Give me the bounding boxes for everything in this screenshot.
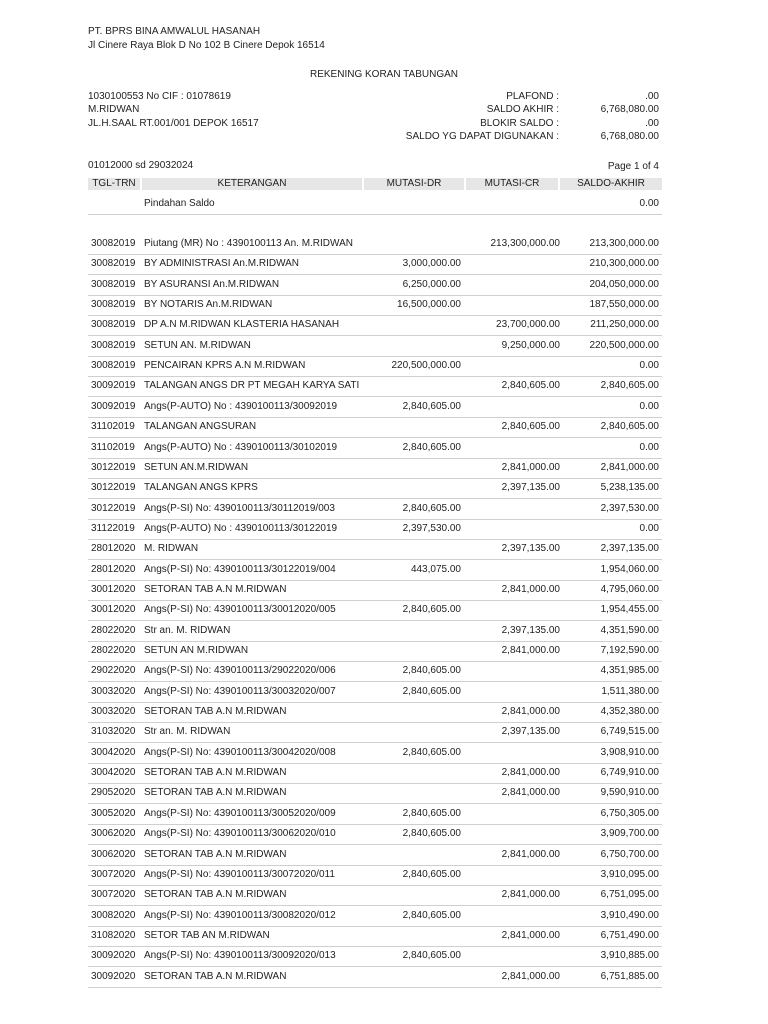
opening-balance-value: 0.00 [639, 198, 659, 209]
cell-debit: 2,397,530.00 [402, 522, 461, 534]
summary-value-plafond: .00 [645, 91, 659, 102]
cell-balance: 2,841,000.00 [600, 461, 659, 473]
cell-credit: 2,397,135.00 [501, 624, 560, 636]
cell-credit: 2,841,000.00 [501, 461, 560, 473]
cell-credit: 2,397,135.00 [501, 543, 560, 555]
table-row [88, 702, 662, 723]
table-row [88, 967, 662, 988]
cell-date: 30092020 [91, 970, 136, 982]
cell-description: Angs(P-SI) No: 4390100113/30072020/011 [144, 868, 335, 880]
cell-debit: 2,840,605.00 [402, 441, 461, 453]
cell-date: 31082020 [91, 929, 136, 941]
cell-description: SETORAN TAB A.N M.RIDWAN [144, 970, 287, 982]
cell-date: 28022020 [91, 645, 136, 656]
cell-description: Angs(P-SI) No: 4390100113/29022020/006 [144, 665, 336, 677]
table-row [88, 682, 662, 703]
cell-date: 30082019 [91, 238, 136, 249]
column-header-mutasi-cr: MUTASI-CR [466, 178, 558, 190]
opening-balance-label: Pindahan Saldo [144, 198, 215, 209]
cell-date: 30122019 [91, 482, 136, 494]
table-row [88, 783, 662, 804]
cell-credit: 9,250,000.00 [501, 339, 560, 351]
cell-balance: 0.00 [639, 400, 659, 412]
table-row [88, 539, 662, 560]
table-row [88, 519, 662, 540]
cell-description: BY NOTARIS An.M.RIDWAN [144, 299, 273, 311]
document-title: REKENING KORAN TABUNGAN [310, 69, 458, 80]
cell-description: TALANGAN ANGS KPRS [144, 482, 258, 494]
cell-balance: 3,910,885.00 [600, 950, 659, 962]
cell-balance: 1,511,380.00 [601, 685, 659, 697]
cell-date: 30012020 [91, 604, 136, 616]
cell-date: 30122019 [91, 502, 136, 514]
account-name: M.RIDWAN [88, 104, 140, 115]
cell-credit: 2,841,000.00 [501, 929, 560, 941]
table-row [88, 865, 662, 886]
cell-debit: 2,840,605.00 [402, 909, 461, 921]
cell-balance: 7,192,590.00 [600, 645, 659, 656]
cell-description: TALANGAN ANGSURAN [144, 421, 257, 433]
cell-credit: 2,841,000.00 [501, 706, 560, 718]
cell-debit: 220,500,000.00 [391, 360, 461, 372]
cell-description: Angs(P-SI) No: 4390100113/30062020/010 [144, 828, 336, 840]
cell-balance: 0.00 [639, 522, 659, 534]
table-row [88, 254, 662, 275]
cell-balance: 6,751,095.00 [600, 889, 659, 901]
summary-label-plafond: PLAFOND : [506, 91, 559, 102]
cell-description: SETORAN TAB A.N M.RIDWAN [144, 767, 287, 779]
cell-date: 30082019 [91, 278, 136, 290]
table-row [88, 417, 662, 438]
statement-period: 01012000 sd 29032024 [88, 160, 194, 171]
cell-description: Angs(P-SI) No: 4390100113/30052020/009 [144, 807, 336, 819]
table-row [88, 295, 662, 316]
cell-description: TALANGAN ANGS DR PT MEGAH KARYA SATI [144, 380, 360, 392]
cell-date: 30012020 [91, 583, 136, 595]
table-row [88, 906, 662, 927]
column-header-keterangan: KETERANGAN [142, 178, 362, 190]
cell-description: Angs(P-AUTO) No : 4390100113/30102019 [144, 441, 338, 453]
cell-description: SETUN AN M.RIDWAN [144, 645, 249, 656]
cell-debit: 2,840,605.00 [402, 828, 461, 840]
table-row [88, 376, 662, 397]
summary-label-saldo-akhir: SALDO AKHIR : [486, 104, 559, 115]
cell-date: 30052020 [91, 807, 136, 819]
cell-date: 30032020 [91, 685, 136, 697]
cell-credit: 213,300,000.00 [490, 238, 560, 249]
cell-credit: 2,841,000.00 [501, 848, 560, 860]
cell-balance: 5,238,135.00 [600, 482, 659, 494]
cell-date: 30082019 [91, 299, 136, 311]
table-row [88, 926, 662, 947]
cell-date: 30042020 [91, 746, 136, 758]
cell-date: 30082020 [91, 909, 136, 921]
cell-balance: 2,840,605.00 [600, 380, 659, 392]
table-row [88, 336, 662, 357]
cell-date: 30072020 [91, 889, 136, 901]
cell-description: Angs(P-SI) No: 4390100113/30042020/008 [144, 746, 336, 758]
cell-credit: 2,841,000.00 [501, 583, 560, 595]
cell-balance: 9,590,910.00 [600, 787, 659, 799]
cell-balance: 2,397,530.00 [600, 502, 659, 514]
table-header [88, 178, 662, 190]
table-row [88, 275, 662, 296]
cell-balance: 6,750,305.00 [600, 807, 659, 819]
cell-credit: 2,841,000.00 [501, 787, 560, 799]
cell-debit: 2,840,605.00 [402, 950, 461, 962]
cell-date: 30062020 [91, 828, 136, 840]
account-number: 1030100553 No CIF : 01078619 [88, 91, 231, 102]
table-row [88, 743, 662, 764]
cell-credit: 2,841,000.00 [501, 767, 560, 779]
cell-balance: 204,050,000.00 [589, 278, 659, 290]
cell-date: 28022020 [91, 624, 136, 636]
cell-date: 30042020 [91, 767, 136, 779]
cell-balance: 4,351,985.00 [600, 665, 659, 677]
cell-debit: 2,840,605.00 [402, 868, 461, 880]
table-row [88, 722, 662, 743]
table-row [88, 641, 662, 662]
page-indicator: Page 1 of 4 [607, 161, 659, 172]
cell-balance: 211,250,000.00 [590, 319, 659, 331]
cell-debit: 2,840,605.00 [402, 746, 461, 758]
cell-credit: 2,841,000.00 [501, 889, 560, 901]
cell-description: Angs(P-SI) No: 4390100113/30082020/012 [144, 909, 336, 921]
cell-date: 30092019 [91, 400, 136, 412]
table-row [88, 946, 662, 967]
cell-date: 31102019 [91, 441, 135, 453]
table-row [88, 580, 662, 601]
table-row [88, 458, 662, 479]
account-address: JL.H.SAAL RT.001/001 DEPOK 16517 [88, 118, 259, 129]
table-row [88, 621, 662, 642]
table-row [88, 824, 662, 845]
cell-description: Angs(P-SI) No: 4390100113/30092020/013 [144, 950, 336, 962]
cell-description: SETORAN TAB A.N M.RIDWAN [144, 706, 287, 718]
summary-value-saldo-digunakan: 6,768,080.00 [600, 131, 659, 142]
cell-credit: 2,397,135.00 [501, 482, 560, 494]
cell-description: SETUN AN. M.RIDWAN [144, 339, 251, 351]
cell-balance: 6,749,515.00 [600, 726, 659, 738]
cell-date: 31122019 [91, 522, 135, 534]
cell-debit: 2,840,605.00 [402, 502, 461, 514]
cell-debit: 443,075.00 [410, 563, 461, 575]
cell-date: 29052020 [91, 787, 136, 799]
cell-credit: 23,700,000.00 [496, 319, 560, 331]
cell-balance: 187,550,000.00 [589, 299, 659, 311]
table-row [88, 661, 662, 682]
cell-debit: 3,000,000.00 [402, 258, 461, 270]
bank-address: Jl Cinere Raya Blok D No 102 B Cinere Depok 16514 [88, 40, 325, 51]
cell-balance: 4,352,380.00 [600, 706, 659, 718]
cell-balance: 6,751,885.00 [600, 970, 659, 982]
cell-balance: 6,750,700.00 [600, 848, 659, 860]
cell-date: 30082019 [91, 360, 136, 372]
cell-date: 28012020 [91, 563, 136, 575]
cell-description: DP A.N M.RIDWAN KLASTERIA HASANAH [144, 319, 340, 331]
cell-balance: 3,910,490.00 [600, 909, 659, 921]
cell-debit: 2,840,605.00 [402, 807, 461, 819]
cell-date: 30082019 [91, 339, 136, 351]
cell-description: Angs(P-SI) No: 4390100113/30012020/005 [144, 604, 336, 616]
cell-balance: 210,300,000.00 [589, 258, 659, 270]
cell-date: 30092019 [91, 380, 136, 392]
table-row [88, 356, 662, 377]
cell-debit: 16,500,000.00 [397, 299, 461, 311]
column-header-mutasi-dr: MUTASI-DR [364, 178, 464, 190]
cell-credit: 2,841,000.00 [501, 970, 560, 982]
table-row [88, 763, 662, 784]
cell-date: 31102019 [91, 421, 135, 433]
column-header-saldo-akhir: SALDO-AKHIR [560, 178, 662, 190]
cell-balance: 0.00 [639, 441, 659, 453]
cell-description: SETORAN TAB A.N M.RIDWAN [144, 848, 287, 860]
cell-balance: 0.00 [639, 360, 659, 372]
table-row [88, 315, 662, 336]
cell-balance: 2,840,605.00 [600, 421, 659, 433]
cell-credit: 2,397,135.00 [501, 726, 560, 738]
cell-description: SETORAN TAB A.N M.RIDWAN [144, 889, 287, 901]
cell-debit: 6,250,000.00 [402, 278, 461, 290]
cell-debit: 2,840,605.00 [402, 400, 461, 412]
cell-date: 30062020 [91, 848, 136, 860]
cell-date: 30032020 [91, 706, 136, 718]
table-row [88, 438, 662, 459]
cell-date: 30082019 [91, 258, 136, 270]
cell-balance: 4,351,590.00 [600, 624, 659, 636]
cell-balance: 3,909,700.00 [600, 828, 659, 840]
table-row [88, 478, 662, 499]
table-row [88, 397, 662, 418]
cell-credit: 2,841,000.00 [501, 645, 560, 656]
cell-date: 30072020 [91, 868, 136, 880]
cell-balance: 220,500,000.00 [589, 339, 659, 351]
table-row [88, 499, 662, 520]
cell-description: Angs(P-SI) No: 4390100113/30122019/004 [144, 563, 336, 575]
cell-balance: 3,910,095.00 [600, 868, 659, 880]
cell-credit: 2,840,605.00 [501, 421, 560, 433]
cell-balance: 6,751,490.00 [600, 929, 659, 941]
summary-label-saldo-digunakan: SALDO YG DAPAT DIGUNAKAN : [405, 131, 559, 142]
cell-balance: 2,397,135.00 [600, 543, 659, 555]
table-row [88, 560, 662, 581]
summary-value-blokir-saldo: .00 [645, 118, 659, 129]
cell-date: 30082019 [91, 319, 136, 331]
cell-balance: 3,908,910.00 [600, 746, 659, 758]
cell-credit: 2,840,605.00 [501, 380, 560, 392]
cell-date: 30092020 [91, 950, 136, 962]
cell-balance: 6,749,910.00 [600, 767, 659, 779]
cell-description: M. RIDWAN [144, 543, 199, 555]
table-row [88, 234, 662, 255]
cell-description: BY ADMINISTRASI An.M.RIDWAN [144, 258, 300, 270]
cell-balance: 4,795,060.00 [600, 583, 659, 595]
cell-debit: 2,840,605.00 [402, 685, 461, 697]
divider [88, 214, 662, 215]
table-row [88, 804, 662, 825]
cell-date: 30122019 [91, 461, 136, 473]
cell-description: Str an. M. RIDWAN [144, 726, 231, 738]
summary-value-saldo-akhir: 6,768,080.00 [600, 104, 659, 115]
cell-description: BY ASURANSI An.M.RIDWAN [144, 278, 280, 290]
cell-description: Angs(P-SI) No: 4390100113/30032020/007 [144, 685, 336, 697]
bank-name: PT. BPRS BINA AMWALUL HASANAH [88, 26, 261, 37]
summary-label-blokir-saldo: BLOKIR SALDO : [480, 118, 559, 129]
cell-description: Angs(P-SI) No: 4390100113/30112019/003 [144, 502, 335, 514]
cell-debit: 2,840,605.00 [402, 604, 461, 616]
cell-description: Angs(P-AUTO) No : 4390100113/30122019 [144, 522, 338, 534]
table-row [88, 885, 662, 906]
cell-description: Str an. M. RIDWAN [144, 624, 231, 636]
cell-description: SETUN AN.M.RIDWAN [144, 461, 249, 473]
cell-balance: 1,954,455.00 [600, 604, 659, 616]
cell-date: 28012020 [91, 543, 136, 555]
table-row [88, 600, 662, 621]
cell-description: Piutang (MR) No : 4390100113 An. M.RIDWAN [144, 238, 353, 249]
cell-description: PENCAIRAN KPRS A.N M.RIDWAN [144, 360, 306, 372]
cell-description: Angs(P-AUTO) No : 4390100113/30092019 [144, 400, 338, 412]
cell-balance: 213,300,000.00 [589, 238, 659, 249]
cell-date: 31032020 [91, 726, 136, 738]
column-header-tgl: TGL-TRN [88, 178, 140, 190]
cell-description: SETORAN TAB A.N M.RIDWAN [144, 787, 287, 799]
table-row [88, 845, 662, 866]
cell-debit: 2,840,605.00 [402, 665, 461, 677]
cell-balance: 1,954,060.00 [600, 563, 659, 575]
cell-date: 29022020 [91, 665, 136, 677]
cell-description: SETORAN TAB A.N M.RIDWAN [144, 583, 287, 595]
cell-description: SETOR TAB AN M.RIDWAN [144, 929, 270, 941]
